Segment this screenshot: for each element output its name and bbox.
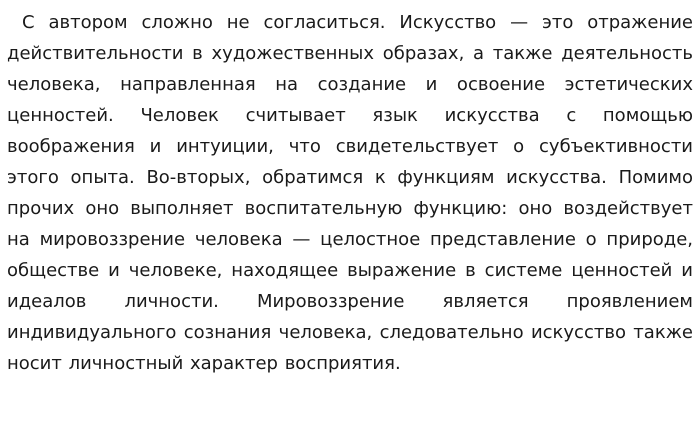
document-page [7,7,693,379]
body-paragraph: С автором сложно не согласиться. Искусство — это отражение действительности в художественных образах, а также деятельность человека, направленная на создание и освоение эстетических ценностей. Человек считывает язык искусства с помощью воображения и интуиции, что свидетельствует о субъективности этого опыта. Во-вторых, обратимся к функциям искусства. Помимо прочих оно выполняет воспитательную функцию: оно воздействует на мировоззрение человека — целостное представление о природе, обществе и человеке, находящее выражение в системе ценностей и идеалов личности. Мировоззрение является проявлением индивидуального сознания человека, следовательно искусство также носит личностный характер восприятия. [7,12,693,374]
